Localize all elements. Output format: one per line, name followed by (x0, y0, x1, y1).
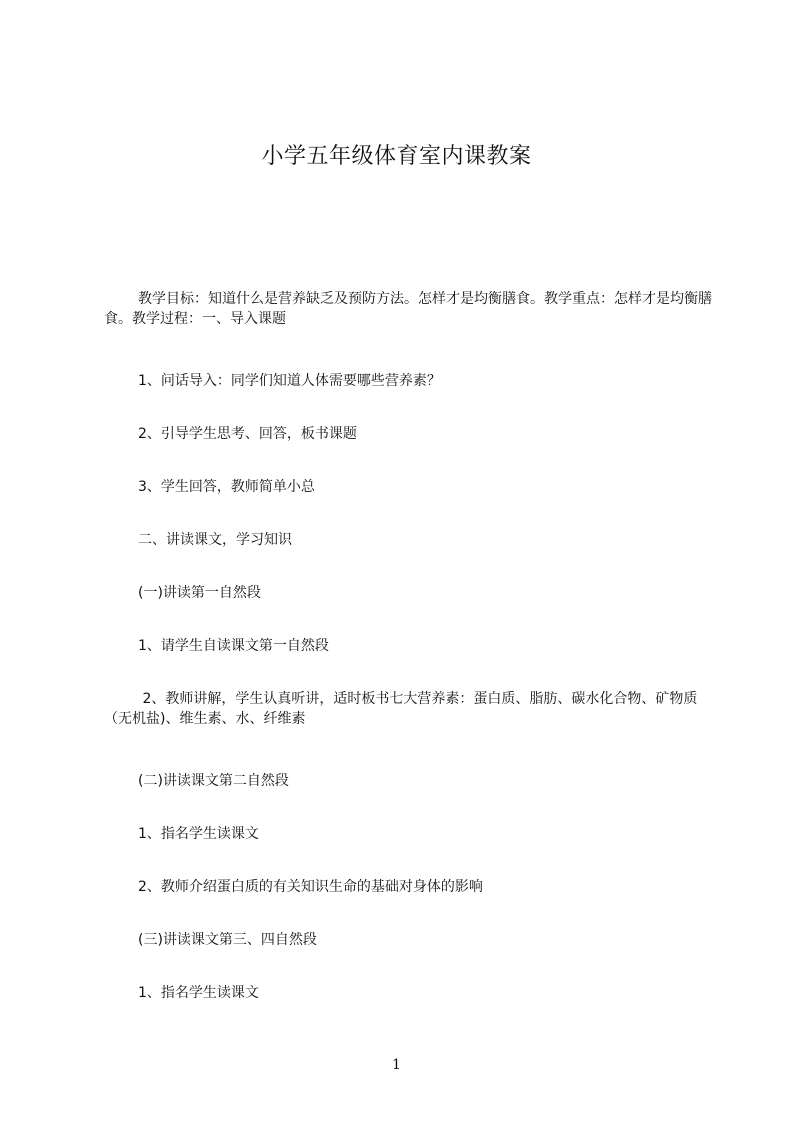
paragraph-text: 3、学生回答，教师简单小总 (138, 479, 315, 495)
paragraph-text: 1、指名学生读课文 (138, 985, 259, 1001)
subsection-heading (104, 930, 714, 950)
paragraph-item (104, 983, 714, 1003)
paragraph-text: 2、教师介绍蛋白质的有关知识生命的基础对身体的影响 (138, 879, 483, 895)
paragraph-text: 1、请学生自读课文第一自然段 (138, 638, 329, 654)
paragraph-nutrients (104, 689, 714, 729)
paragraph-text: 2、引导学生思考、回答，板书课题 (138, 426, 357, 442)
paragraph-teaching-goals (104, 289, 714, 329)
paragraph-text: 2、教师讲解，学生认真听讲，适时板书七大营养素：蛋白质、脂肪、碳水化合物、矿物质（无机盐)、维生素、水、纤维素 (104, 691, 698, 727)
paragraph-text: (一)讲读第一自然段 (138, 585, 261, 601)
paragraph-text: (三)讲读课文第三、四自然段 (138, 932, 317, 948)
paragraph-item (104, 424, 714, 444)
subsection-heading (104, 771, 714, 791)
page-title: 小学五年级体育室内课教案 (261, 144, 532, 169)
paragraph-item (104, 877, 714, 897)
paragraph-item (104, 477, 714, 497)
paragraph-item (104, 824, 714, 844)
page-number: 1 (392, 1057, 401, 1073)
paragraph-text: 教学目标：知道什么是营养缺乏及预防方法。怎样才是均衡膳食。教学重点：怎样才是均衡膳食。教学过程：一、导入课题 (104, 291, 712, 327)
subsection-heading (104, 583, 714, 603)
paragraph-item (104, 636, 714, 656)
section-heading (104, 530, 714, 550)
paragraph-item (104, 371, 714, 391)
paragraph-text: (二)讲读课文第二自然段 (138, 773, 289, 789)
paragraph-text: 二、讲读课文，学习知识 (138, 532, 292, 548)
paragraph-text: 1、问话导入：同学们知道人体需要哪些营养素？ (138, 373, 441, 389)
paragraph-text: 1、指名学生读课文 (138, 826, 259, 842)
